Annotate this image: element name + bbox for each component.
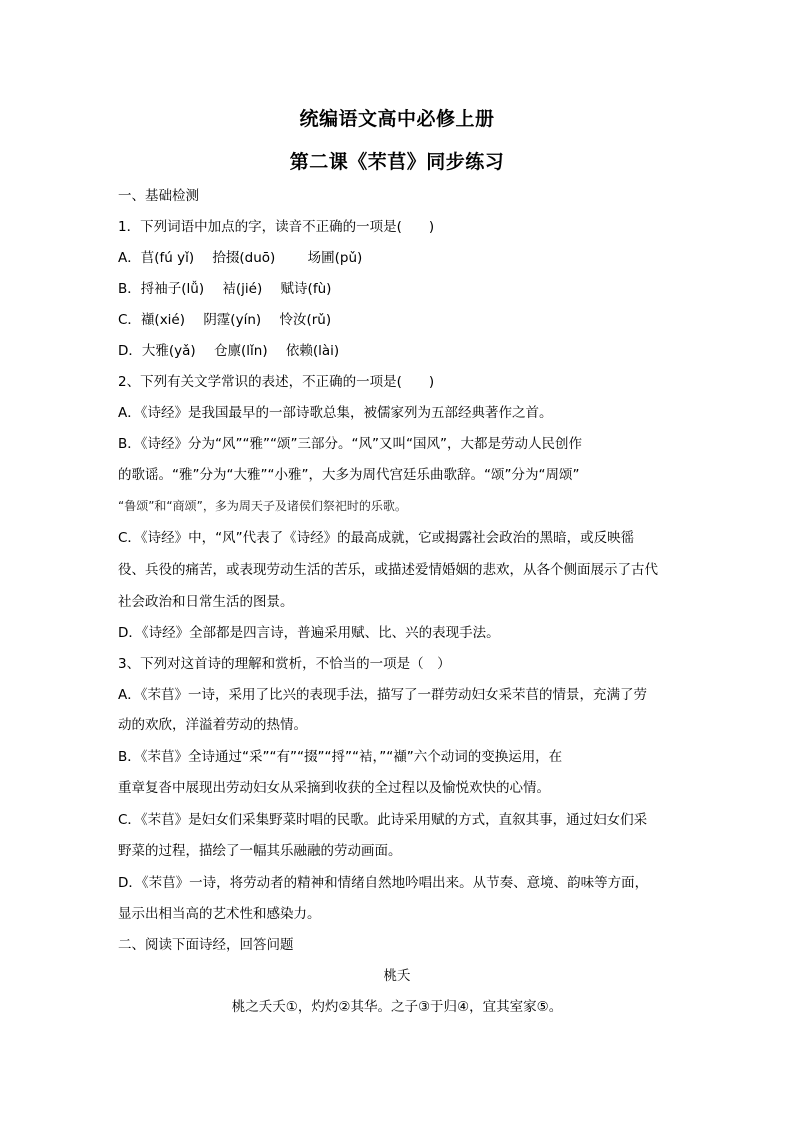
q1-option-a	[118, 249, 362, 267]
poem-title: 桃夭	[383, 968, 411, 984]
q1-stem: 1．下列词语中加点的字，读音不正确的一项是( )	[118, 219, 435, 235]
q1-b-part2: 袺(jié)	[222, 281, 263, 297]
q2-option-b-line2: 的歌谣。“雅”分为“大雅”“小雅”，大多为周代宫廷乐曲歌辞。“颂”分为“周颂”	[118, 467, 580, 483]
q1-a-part2: 拾掇(duō)	[212, 250, 276, 266]
q2-option-c-line2: 役、兵役的痛苦，或表现劳动生活的苦乐，或描述爱情婚姻的悲欢，从各个侧面展示了古代	[118, 562, 658, 578]
q1-d-part3: 依赖(lài)	[285, 343, 340, 359]
q1-c-part1: C．襭(xié)	[118, 312, 186, 328]
q3-option-a-line1: A．《芣苢》一诗，采用了比兴的表现手法，描写了一群劳动妇女采芣苢的情景，充满了劳	[118, 687, 647, 703]
poem-line-1: 桃之夭夭①，灼灼②其华。之子③于归④，宜其室家⑤。	[231, 999, 563, 1015]
q1-b-part1: B．捋袖子(lǚ)	[118, 281, 205, 297]
q1-option-d	[118, 342, 339, 360]
q1-option-b	[118, 280, 331, 298]
q2-option-c-line1: C．《诗经》中，“风”代表了《诗经》的最高成就，它或揭露社会政治的黑暗，或反映徭	[118, 530, 635, 546]
section-heading-1: 一、基础检测	[118, 188, 199, 204]
q2-option-a: A．《诗经》是我国最早的一部诗歌总集，被儒家列为五部经典著作之首。	[118, 405, 553, 421]
q3-option-c-line2: 野菜的过程，描绘了一幅其乐融融的劳动画面。	[118, 843, 402, 859]
q1-c-part2: 阴霪(yín)	[203, 312, 262, 328]
document-title: 统编语文高中必修上册	[299, 108, 495, 130]
q1-c-part3: 怜汝(rǔ)	[279, 312, 332, 328]
q2-option-d: D．《诗经》全部都是四言诗，普遍采用赋、比、兴的表现手法。	[118, 625, 500, 641]
q2-option-b-line1: B．《诗经》分为“风”“雅”“颂”三部分。“风”又叫“国风”，大都是劳动人民创作	[118, 436, 582, 452]
q3-option-d-line1: D．《芣苢》一诗，将劳动者的精神和情绪自然地吟唱出来。从节奏、意境、韵味等方面，	[118, 875, 649, 891]
q3-option-b-line2: 重章复沓中展现出劳动妇女从采摘到收获的全过程以及愉悦欢快的心情。	[118, 780, 550, 796]
section-heading-2: 二、阅读下面诗经，回答问题	[118, 937, 294, 953]
q1-d-part2: 仓廪(lǐn)	[214, 343, 268, 359]
q3-stem: 3、下列对这首诗的理解和赏析，不恰当的一项是（ ）	[118, 656, 451, 672]
q1-option-c	[118, 311, 331, 329]
q3-option-d-line2: 显示出相当高的艺术性和感染力。	[118, 906, 321, 922]
q2-stem: 2、下列有关文学常识的表述，不正确的一项是( )	[118, 374, 435, 390]
q2-option-b-line3: “鲁颂”和“商颂”，多为周天子及诸侯们祭祀时的乐歌。	[118, 499, 407, 513]
q3-option-c-line1: C．《芣苢》是妇女们采集野菜时唱的民歌。此诗采用赋的方式，直叙其事，通过妇女们采	[118, 812, 648, 828]
q1-d-part1: D．大雅(yǎ)	[118, 343, 196, 359]
q1-a-part1: A．苢(fú yǐ)	[118, 250, 195, 266]
q3-option-a-line2: 动的欢欣，洋溢着劳动的热情。	[118, 717, 307, 733]
q1-b-part3: 赋诗(fù)	[280, 281, 332, 297]
q3-option-b-line1: B．《芣苢》全诗通过“采”“有”“掇”“捋”“袺，”“襭”六个动词的变换运用，在	[118, 749, 563, 765]
q2-option-c-line3: 社会政治和日常生活的图景。	[118, 594, 294, 610]
document-subtitle: 第二课《芣苢》同步练习	[289, 151, 505, 173]
q1-a-part3: 场圃(pǔ)	[307, 250, 363, 266]
